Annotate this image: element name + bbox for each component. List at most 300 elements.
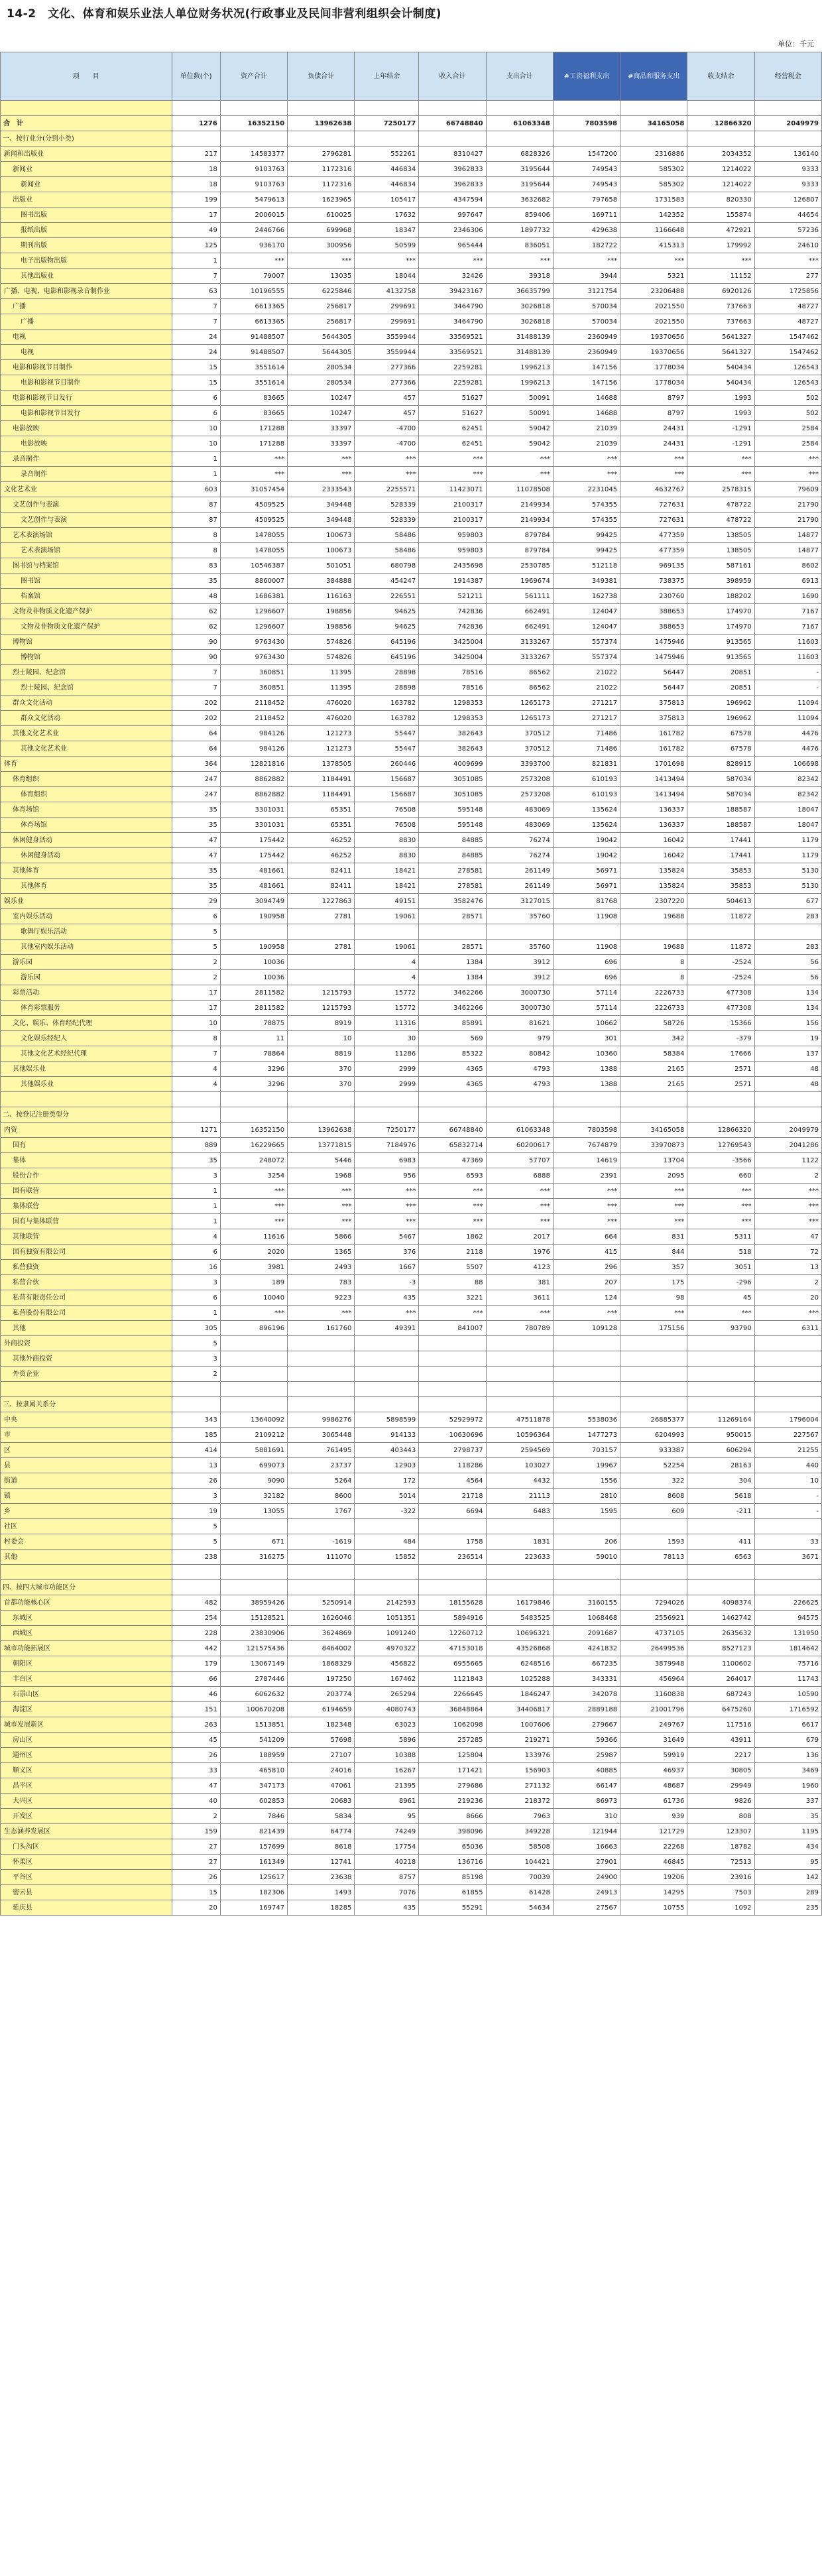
cell-value: 227567 — [754, 1428, 821, 1443]
table-row — [1, 543, 822, 558]
cell-value: 5881691 — [220, 1443, 287, 1458]
row-label: 村委会 — [1, 1534, 172, 1550]
cell-value: 9333 — [754, 162, 821, 177]
cell-value: 3624869 — [288, 1626, 355, 1641]
row-label: 大兴区 — [1, 1794, 172, 1809]
cell-value — [220, 1382, 287, 1397]
cell-value — [754, 1336, 821, 1351]
table-row — [1, 497, 822, 513]
cell-value: 1296607 — [220, 604, 287, 619]
cell-value — [419, 1397, 486, 1412]
cell-value: 46252 — [288, 848, 355, 863]
cell-value: 95 — [754, 1855, 821, 1870]
cell-value — [620, 1092, 687, 1107]
cell-value: 2811582 — [220, 1001, 287, 1016]
cell-value: 349228 — [486, 1824, 553, 1839]
cell-value: 1091240 — [355, 1626, 419, 1641]
cell-value: 74249 — [355, 1824, 419, 1839]
cell-value: 13 — [754, 1260, 821, 1275]
cell-value: 64 — [172, 741, 220, 757]
cell-value: 16179846 — [486, 1595, 553, 1611]
table-row — [1, 879, 822, 894]
table-row — [1, 772, 822, 787]
cell-value — [288, 101, 355, 116]
cell-value: 135824 — [620, 863, 687, 879]
cell-value: 19688 — [620, 940, 687, 955]
cell-value: 569 — [419, 1031, 486, 1046]
cell-value: 175 — [620, 1275, 687, 1290]
cell-value: 17632 — [355, 208, 419, 223]
cell-value: 1976 — [486, 1245, 553, 1260]
cell-value: 5321 — [620, 269, 687, 284]
cell-value: 79609 — [754, 482, 821, 497]
table-row — [1, 177, 822, 192]
cell-value — [687, 1382, 754, 1397]
cell-value: -2524 — [687, 970, 754, 985]
cell-value: 44654 — [754, 208, 821, 223]
cell-value: 136 — [754, 1748, 821, 1763]
row-label: 彩票活动 — [1, 985, 172, 1001]
cell-value: 35 — [172, 802, 220, 818]
cell-value: 18285 — [288, 1900, 355, 1916]
cell-value: 82342 — [754, 787, 821, 802]
cell-value: 440 — [754, 1458, 821, 1473]
cell-value: 797658 — [553, 192, 620, 208]
cell-value: 821439 — [220, 1824, 287, 1839]
cell-value: 1 — [172, 452, 220, 467]
cell-value: 142352 — [620, 208, 687, 223]
cell-value: 14295 — [620, 1885, 687, 1900]
table-row — [1, 1519, 822, 1534]
cell-value: 6062632 — [220, 1687, 287, 1702]
cell-value: 8757 — [355, 1870, 419, 1885]
row-label: 图书出版 — [1, 208, 172, 223]
row-label: 文物及非物质文化遗产保护 — [1, 619, 172, 635]
cell-value: 2584 — [754, 421, 821, 436]
cell-value: 483069 — [486, 818, 553, 833]
cell-value: 10755 — [620, 1900, 687, 1916]
cell-value: 1996213 — [486, 360, 553, 375]
cell-value: 50091 — [486, 391, 553, 406]
cell-value: 3981 — [220, 1260, 287, 1275]
cell-value: 1214022 — [687, 177, 754, 192]
cell-value: 956 — [355, 1168, 419, 1184]
cell-value — [220, 1351, 287, 1367]
cell-value: 2109212 — [220, 1428, 287, 1443]
cell-value: 66748840 — [419, 116, 486, 131]
cell-value: 3133267 — [486, 650, 553, 665]
cell-value — [172, 1580, 220, 1595]
cell-value: 4 — [355, 955, 419, 970]
cell-value: 136337 — [620, 818, 687, 833]
cell-value: 93790 — [687, 1321, 754, 1336]
cell-value: 7803598 — [553, 1123, 620, 1138]
cell-value: 131950 — [754, 1626, 821, 1641]
table-row — [1, 1534, 822, 1550]
table-row — [1, 1778, 822, 1794]
cell-value: 16042 — [620, 833, 687, 848]
cell-value — [553, 131, 620, 147]
cell-value: 98 — [620, 1290, 687, 1306]
cell-value: 109128 — [553, 1321, 620, 1336]
cell-value: 381 — [486, 1275, 553, 1290]
cell-value: 261149 — [486, 879, 553, 894]
cell-value: 11078508 — [486, 482, 553, 497]
cell-value: 570034 — [553, 299, 620, 314]
cell-value: 2999 — [355, 1077, 419, 1092]
row-label: 通州区 — [1, 1748, 172, 1763]
table-row — [1, 1214, 822, 1229]
row-label: 电影放映 — [1, 436, 172, 452]
table-row — [1, 391, 822, 406]
cell-value: 123307 — [687, 1824, 754, 1839]
row-label: 电子出版物出版 — [1, 253, 172, 269]
cell-value: 13055 — [220, 1504, 287, 1519]
cell-value: 7 — [172, 680, 220, 696]
cell-value: 699073 — [220, 1458, 287, 1473]
cell-value: 749543 — [553, 162, 620, 177]
cell-value: 382643 — [419, 741, 486, 757]
table-row — [1, 253, 822, 269]
cell-value: 2 — [172, 970, 220, 985]
row-label: 娱乐业 — [1, 894, 172, 909]
cell-value: *** — [355, 452, 419, 467]
cell-value: 933387 — [620, 1443, 687, 1458]
cell-value: 19967 — [553, 1458, 620, 1473]
cell-value — [288, 1107, 355, 1123]
cell-value: 121273 — [288, 741, 355, 757]
cell-value: 3221 — [419, 1290, 486, 1306]
cell-value: 2781 — [288, 909, 355, 924]
cell-value: 679 — [754, 1733, 821, 1748]
cell-value: 78864 — [220, 1046, 287, 1062]
cell-value: 118286 — [419, 1458, 486, 1473]
cell-value: 610193 — [553, 772, 620, 787]
cell-value: 1296607 — [220, 619, 287, 635]
cell-value: 219236 — [419, 1794, 486, 1809]
cell-value: 65036 — [419, 1839, 486, 1855]
cell-value: 94625 — [355, 619, 419, 635]
row-label: 群众文化活动 — [1, 711, 172, 726]
row-label: 国有独资有限公司 — [1, 1245, 172, 1260]
cell-value: 226551 — [355, 589, 419, 604]
cell-value: 1384 — [419, 955, 486, 970]
cell-value: 40218 — [355, 1855, 419, 1870]
cell-value: 914133 — [355, 1428, 419, 1443]
cell-value: 1493 — [288, 1885, 355, 1900]
cell-value — [553, 924, 620, 940]
table-row — [1, 1458, 822, 1473]
table-row — [1, 741, 822, 757]
cell-value: 21395 — [355, 1778, 419, 1794]
cell-value: 65351 — [288, 818, 355, 833]
cell-value: 19061 — [355, 940, 419, 955]
cell-value: 36848864 — [419, 1702, 486, 1717]
cell-value: 2266645 — [419, 1687, 486, 1702]
cell-value: 2 — [754, 1168, 821, 1184]
cell-value: 46252 — [288, 833, 355, 848]
cell-value: 4793 — [486, 1062, 553, 1077]
cell-value: 1092 — [687, 1900, 754, 1916]
cell-value: 76274 — [486, 848, 553, 863]
cell-value: 1 — [172, 253, 220, 269]
table-row — [1, 863, 822, 879]
table-row — [1, 1763, 822, 1778]
cell-value: 8919 — [288, 1016, 355, 1031]
cell-value: 24016 — [288, 1763, 355, 1778]
row-label: 烈士陵园、纪念馆 — [1, 680, 172, 696]
cell-value: 33970873 — [620, 1138, 687, 1153]
cell-value: 610025 — [288, 208, 355, 223]
cell-value: 984126 — [220, 726, 287, 741]
cell-value: 47153018 — [419, 1641, 486, 1656]
row-label: 文化艺术业 — [1, 482, 172, 497]
cell-value: 4347594 — [419, 192, 486, 208]
cell-value: 2021550 — [620, 314, 687, 330]
cell-value: 117516 — [687, 1717, 754, 1733]
cell-value: 33569521 — [419, 345, 486, 360]
cell-value: 457 — [355, 391, 419, 406]
section-row — [1, 1397, 822, 1412]
cell-value: 35 — [172, 863, 220, 879]
cell-value: 16042 — [620, 848, 687, 863]
cell-value: 1413494 — [620, 772, 687, 787]
cell-value: 936170 — [220, 238, 287, 253]
cell-value: 33397 — [288, 421, 355, 436]
row-label: 朝阳区 — [1, 1656, 172, 1672]
table-row — [1, 558, 822, 574]
cell-value: 727631 — [620, 513, 687, 528]
cell-value — [553, 1382, 620, 1397]
cell-value — [620, 1336, 687, 1351]
cell-value: 27 — [172, 1855, 220, 1870]
cell-value: 75716 — [754, 1656, 821, 1672]
cell-value: 9103763 — [220, 177, 287, 192]
cell-value: -3 — [355, 1275, 419, 1290]
cell-value: 23638 — [288, 1870, 355, 1885]
cell-value — [288, 1565, 355, 1580]
cell-value: 169747 — [220, 1900, 287, 1916]
cell-value: 343 — [172, 1412, 220, 1428]
cell-value — [553, 101, 620, 116]
cell-value: 8600 — [288, 1489, 355, 1504]
row-label: 其他 — [1, 1321, 172, 1336]
row-label: 集体联营 — [1, 1199, 172, 1214]
cell-value: *** — [553, 1184, 620, 1199]
cell-value: 46937 — [620, 1763, 687, 1778]
table-row — [1, 1367, 822, 1382]
cell-value: 3632682 — [486, 192, 553, 208]
cell-value: 10040 — [220, 1290, 287, 1306]
cell-value — [288, 924, 355, 940]
cell-value: 59919 — [620, 1748, 687, 1763]
cell-value: 4509525 — [220, 513, 287, 528]
table-row — [1, 238, 822, 253]
cell-value: 6483 — [486, 1504, 553, 1519]
table-row — [1, 482, 822, 497]
cell-value: 4632767 — [620, 482, 687, 497]
cell-value: 2391 — [553, 1168, 620, 1184]
cell-value: 19061 — [355, 909, 419, 924]
table-row — [1, 726, 822, 741]
cell-value: 2095 — [620, 1168, 687, 1184]
cell-value: 55447 — [355, 741, 419, 757]
cell-value — [620, 1382, 687, 1397]
cell-value: 9763430 — [220, 635, 287, 650]
row-label: 外资企业 — [1, 1367, 172, 1382]
cell-value: 5618 — [687, 1489, 754, 1504]
cell-value — [419, 1107, 486, 1123]
cell-value: *** — [553, 253, 620, 269]
cell-value: *** — [220, 1199, 287, 1214]
cell-value: 58486 — [355, 543, 419, 558]
cell-value: 157699 — [220, 1839, 287, 1855]
cell-value: 24 — [172, 330, 220, 345]
row-label — [1, 1565, 172, 1580]
cell-value — [355, 1351, 419, 1367]
cell-value — [754, 1351, 821, 1367]
cell-value: 6225846 — [288, 284, 355, 299]
cell-value: 831 — [620, 1229, 687, 1245]
row-label: 石景山区 — [1, 1687, 172, 1702]
cell-value: 59042 — [486, 436, 553, 452]
cell-value: 6913 — [754, 574, 821, 589]
table-row — [1, 1687, 822, 1702]
cell-value: *** — [220, 1184, 287, 1199]
cell-value: 196962 — [687, 711, 754, 726]
cell-value: 1667 — [355, 1260, 419, 1275]
cell-value: 557374 — [553, 650, 620, 665]
cell-value: 100673 — [288, 543, 355, 558]
row-label: 休闲健身活动 — [1, 848, 172, 863]
table-row — [1, 1672, 822, 1687]
column-header: #商品和服务支出 — [620, 52, 687, 101]
cell-value: 23916 — [687, 1870, 754, 1885]
cell-value — [220, 1367, 287, 1382]
cell-value: 4476 — [754, 741, 821, 757]
row-label: 电影和影视节目发行 — [1, 406, 172, 421]
cell-value: 133976 — [486, 1748, 553, 1763]
cell-value: 939 — [620, 1809, 687, 1824]
cell-value: 11 — [220, 1031, 287, 1046]
cell-value: *** — [355, 1214, 419, 1229]
cell-value — [355, 1107, 419, 1123]
row-label: 海淀区 — [1, 1702, 172, 1717]
row-label: 出版业 — [1, 192, 172, 208]
cell-value: -379 — [687, 1031, 754, 1046]
cell-value: 15852 — [355, 1550, 419, 1565]
cell-value: 477308 — [687, 985, 754, 1001]
cell-value: 121729 — [620, 1824, 687, 1839]
cell-value: *** — [419, 1199, 486, 1214]
cell-value: 124 — [553, 1290, 620, 1306]
cell-value: 21255 — [754, 1443, 821, 1458]
cell-value: 1122 — [754, 1153, 821, 1168]
cell-value: 2100317 — [419, 513, 486, 528]
cell-value: *** — [754, 1184, 821, 1199]
cell-value: 26 — [172, 1748, 220, 1763]
cell-value: 196962 — [687, 696, 754, 711]
cell-value — [419, 1519, 486, 1534]
row-label: 广播、电视、电影和影视录音制作业 — [1, 284, 172, 299]
cell-value: 783 — [288, 1275, 355, 1290]
cell-value: 12821816 — [220, 757, 287, 772]
cell-value: 249767 — [620, 1717, 687, 1733]
cell-value: 13067149 — [220, 1656, 287, 1672]
cell-value: 1996213 — [486, 375, 553, 391]
cell-value: 219271 — [486, 1733, 553, 1748]
cell-value: 5130 — [754, 863, 821, 879]
cell-value: 1265173 — [486, 696, 553, 711]
cell-value: 6983 — [355, 1153, 419, 1168]
cell-value: 278581 — [419, 863, 486, 879]
cell-value: 23830906 — [220, 1626, 287, 1641]
table-row — [1, 1245, 822, 1260]
table-row — [1, 1641, 822, 1656]
table-row — [1, 818, 822, 833]
cell-value: 125804 — [419, 1748, 486, 1763]
cell-value: 6955665 — [419, 1656, 486, 1672]
cell-value: 1686381 — [220, 589, 287, 604]
table-row — [1, 345, 822, 360]
cell-value: 1051351 — [355, 1611, 419, 1626]
cell-value: 841007 — [419, 1321, 486, 1336]
cell-value: 161782 — [620, 741, 687, 757]
cell-value: *** — [419, 1306, 486, 1321]
cell-value: 18782 — [687, 1839, 754, 1855]
row-label: 西城区 — [1, 1626, 172, 1641]
cell-value: 561111 — [486, 589, 553, 604]
cell-value: 481661 — [220, 879, 287, 894]
cell-value: 15 — [172, 1885, 220, 1900]
cell-value: 13771815 — [288, 1138, 355, 1153]
cell-value: 230760 — [620, 589, 687, 604]
row-label: 文物及非物质文化遗产保护 — [1, 604, 172, 619]
cell-value: 8 — [620, 955, 687, 970]
cell-value: 67578 — [687, 726, 754, 741]
cell-value: 1100602 — [687, 1656, 754, 1672]
row-label: 休闲健身活动 — [1, 833, 172, 848]
cell-value — [553, 1580, 620, 1595]
cell-value: *** — [419, 467, 486, 482]
cell-value: 5538036 — [553, 1412, 620, 1428]
cell-value: 512118 — [553, 558, 620, 574]
table-row — [1, 787, 822, 802]
cell-value — [419, 924, 486, 940]
cell-value: *** — [288, 467, 355, 482]
cell-value: 175442 — [220, 848, 287, 863]
cell-value: 15772 — [355, 1001, 419, 1016]
row-label: 新闻和出版业 — [1, 147, 172, 162]
cell-value: 3464790 — [419, 299, 486, 314]
cell-value: 540434 — [687, 375, 754, 391]
cell-value: 2635632 — [687, 1626, 754, 1641]
row-label — [1, 1092, 172, 1107]
cell-value: 226625 — [754, 1595, 821, 1611]
cell-value: 465810 — [220, 1763, 287, 1778]
table-row — [1, 1550, 822, 1565]
cell-value: 11603 — [754, 650, 821, 665]
cell-value: 476020 — [288, 696, 355, 711]
cell-value: 71486 — [553, 726, 620, 741]
row-label: 开发区 — [1, 1809, 172, 1824]
cell-value — [419, 1580, 486, 1595]
cell-value: 585302 — [620, 177, 687, 192]
cell-value: *** — [355, 253, 419, 269]
cell-value: 687243 — [687, 1687, 754, 1702]
cell-value: 11908 — [553, 940, 620, 955]
cell-value: 174970 — [687, 604, 754, 619]
